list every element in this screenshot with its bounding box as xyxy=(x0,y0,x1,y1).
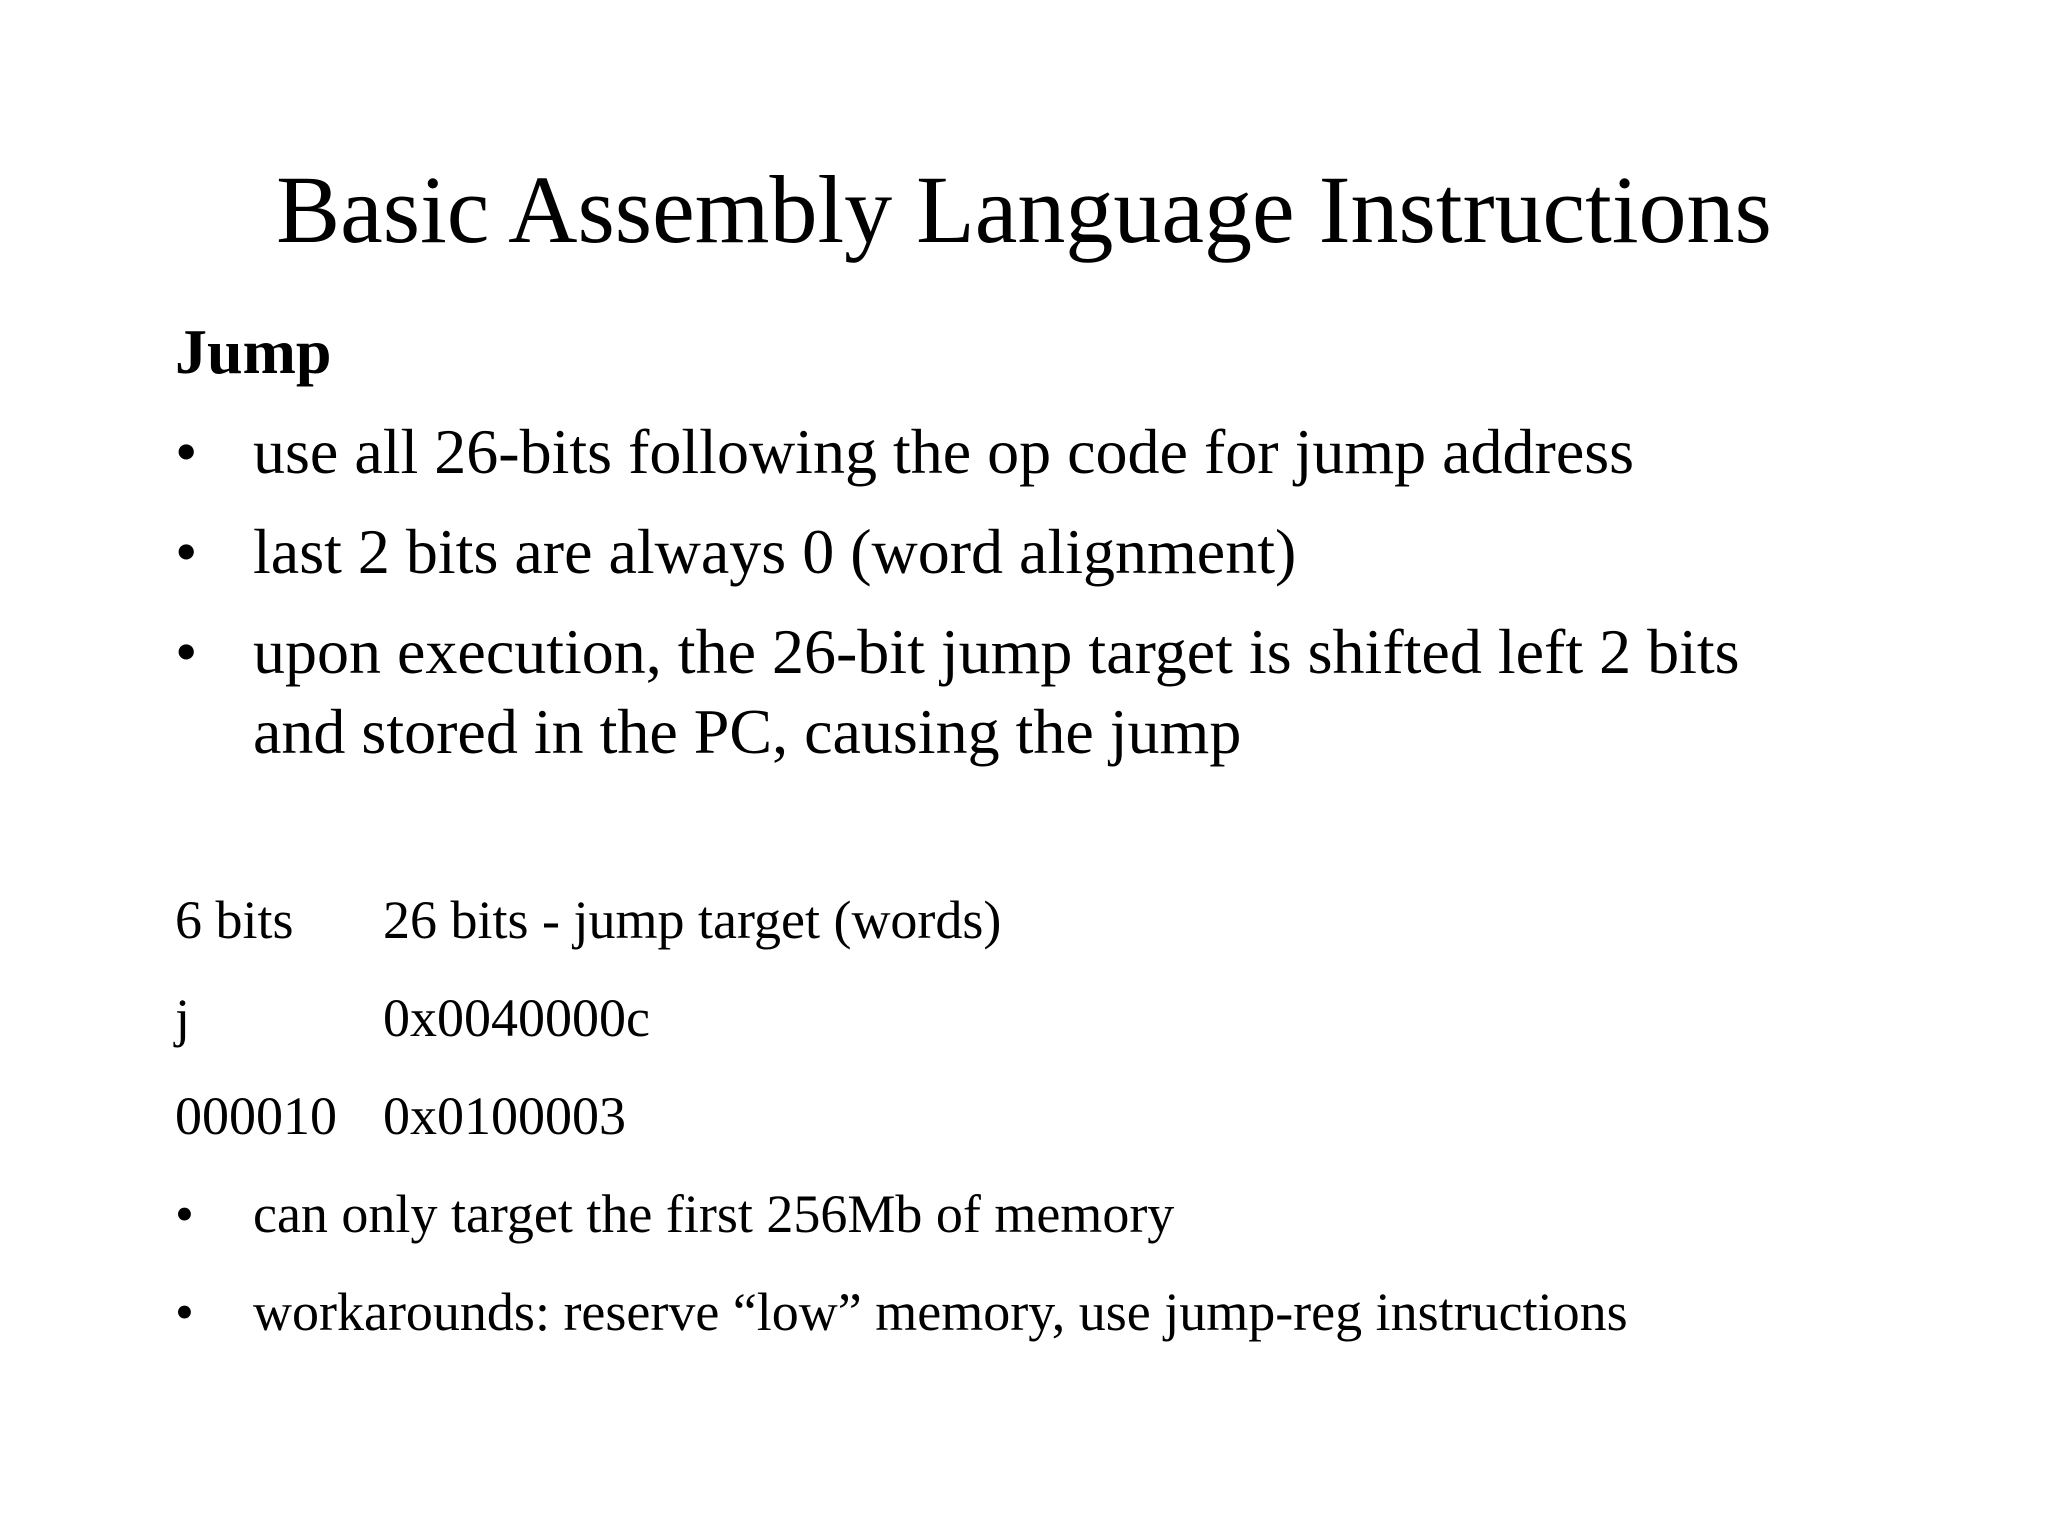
format-col-target: 26 bits - jump target (words) xyxy=(383,890,1002,950)
format-col-target: 0x0100003 xyxy=(383,1086,626,1146)
bullet-text-line-2: and stored in the PC, causing the jump xyxy=(253,696,1242,767)
note-text: workarounds: reserve “low” memory, use jump-reg instructions xyxy=(253,1282,1628,1342)
bullet-marker: • xyxy=(175,516,198,587)
bullet-text: last 2 bits are always 0 (word alignment) xyxy=(253,516,1297,587)
bullet-marker: • xyxy=(175,1184,194,1244)
bullet-text: use all 26-bits following the op code for jump address xyxy=(253,416,1635,487)
format-col-target: 0x0040000c xyxy=(383,988,650,1048)
bullet-marker: • xyxy=(175,416,198,487)
bullet-marker: • xyxy=(175,616,198,687)
format-col-opcode: j xyxy=(175,988,191,1048)
bullet-text-line-1: upon execution, the 26-bit jump target is shifted left 2 bits xyxy=(253,616,1740,687)
note-text: can only target the first 256Mb of memory xyxy=(253,1184,1175,1244)
bullet-marker: • xyxy=(175,1282,194,1342)
slide-title: Basic Assembly Language Instructions xyxy=(276,156,1772,263)
section-heading: Jump xyxy=(175,316,332,387)
format-col-opcode: 6 bits xyxy=(175,890,294,950)
format-col-opcode: 000010 xyxy=(175,1086,337,1146)
